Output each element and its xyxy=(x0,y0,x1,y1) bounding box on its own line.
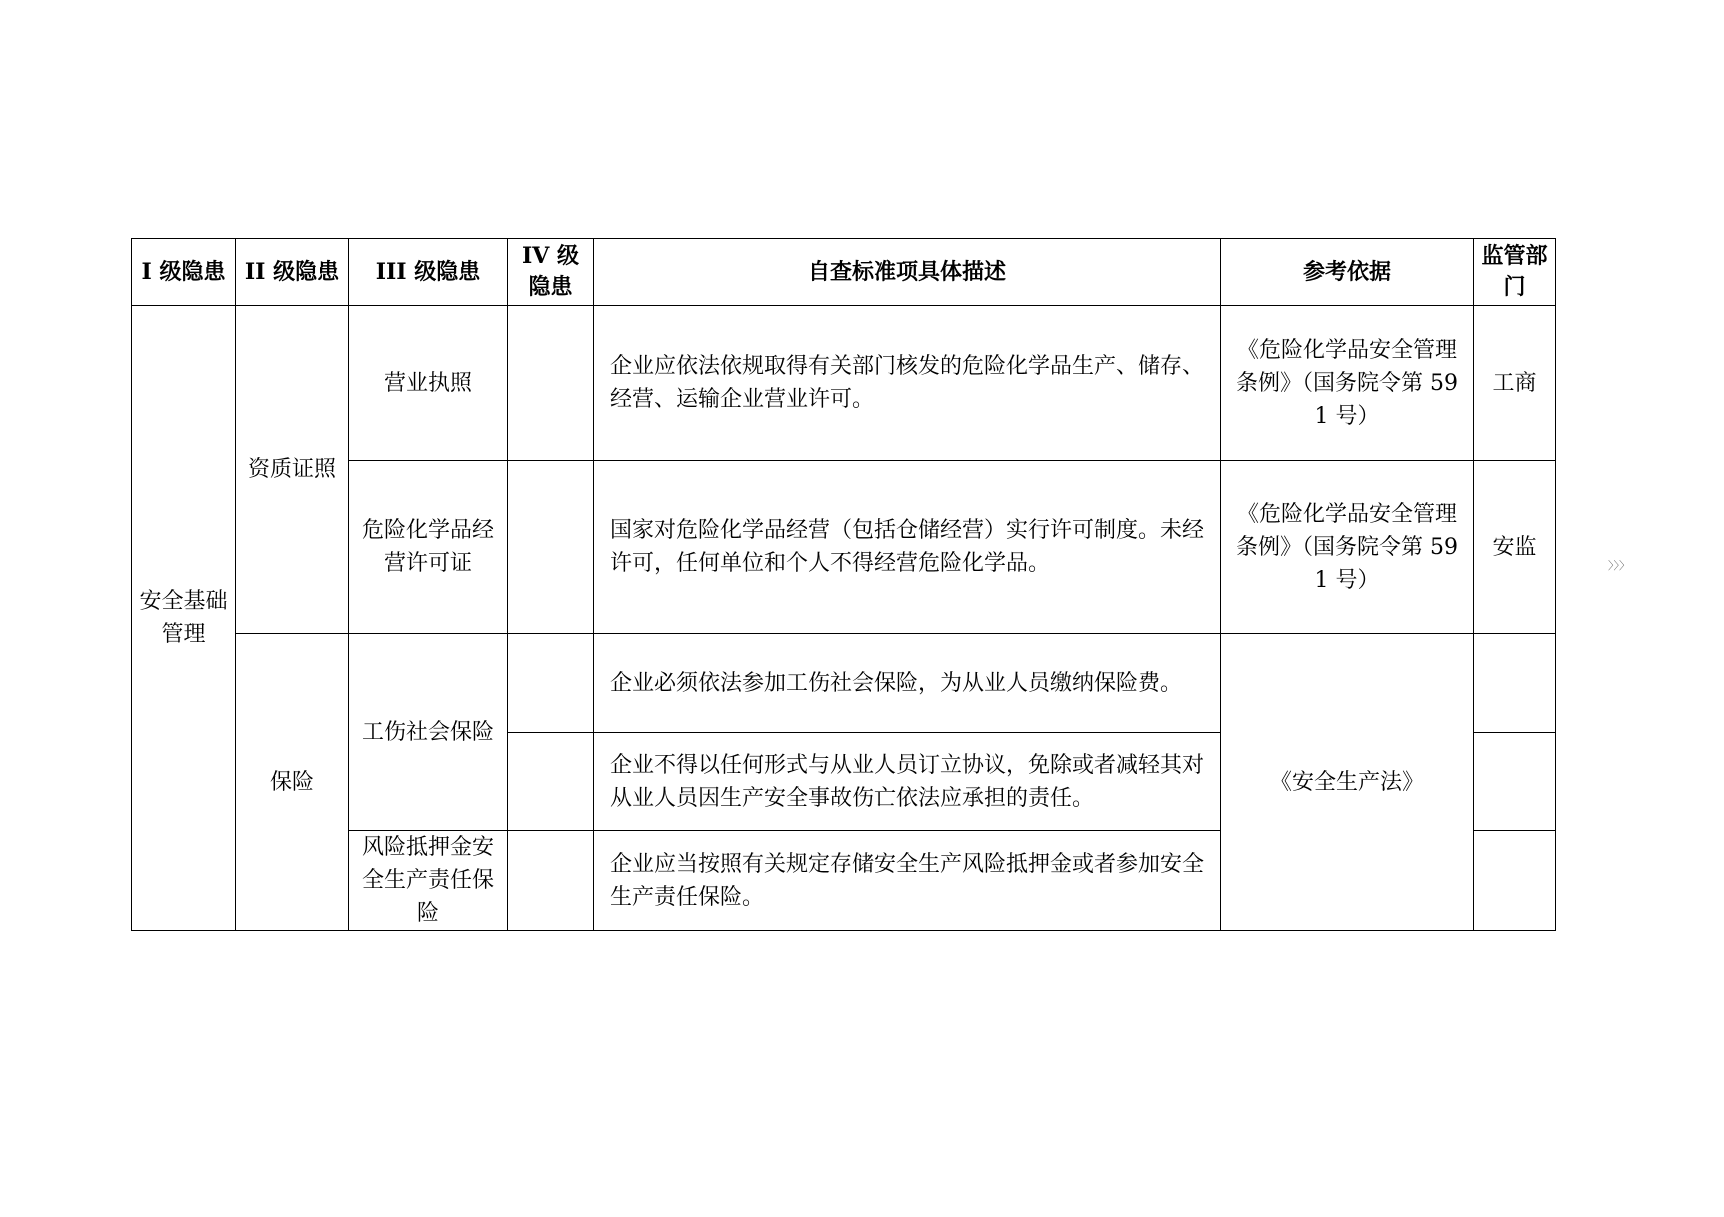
level3-cell: 工伤社会保险 xyxy=(349,634,508,831)
header-level3: III 级隐患 xyxy=(349,239,508,306)
header-department: 监管部门 xyxy=(1474,239,1556,306)
header-basis: 参考依据 xyxy=(1221,239,1474,306)
department-cell: 工商 xyxy=(1474,306,1556,461)
level3-cell: 风险抵押金安全生产责任保险 xyxy=(349,831,508,931)
table-row xyxy=(132,306,1556,461)
header-description: 自查标准项具体描述 xyxy=(594,239,1221,306)
department-cell: 安监 xyxy=(1474,461,1556,634)
level1-cell: 安全基础管理 xyxy=(132,306,236,931)
basis-cell: 《危险化学品安全管理条例》（国务院令第 591 号） xyxy=(1221,461,1474,634)
level4-cell xyxy=(508,461,594,634)
table-row xyxy=(132,634,1556,733)
department-cell xyxy=(1474,634,1556,733)
level4-cell xyxy=(508,634,594,733)
header-level4: IV 级隐患 xyxy=(508,239,594,306)
level4-cell xyxy=(508,733,594,831)
description-cell: 企业必须依法参加工伤社会保险，为从业人员缴纳保险费。 xyxy=(594,634,1221,733)
margin-mark: 〉〉〉 xyxy=(1608,559,1630,572)
description-cell: 企业应当按照有关规定存储安全生产风险抵押金或者参加安全生产责任保险。 xyxy=(594,831,1221,931)
header-row xyxy=(132,239,1556,306)
level3-cell: 危险化学品经营许可证 xyxy=(349,461,508,634)
level3-cell: 营业执照 xyxy=(349,306,508,461)
description-cell: 企业应依法依规取得有关部门核发的危险化学品生产、储存、经营、运输企业营业许可。 xyxy=(594,306,1221,461)
header-level2: II 级隐患 xyxy=(236,239,349,306)
header-level1: I 级隐患 xyxy=(132,239,236,306)
level2-cell: 保险 xyxy=(236,634,349,931)
description-cell: 国家对危险化学品经营（包括仓储经营）实行许可制度。未经许可，任何单位和个人不得经营危险化学品。 xyxy=(594,461,1221,634)
basis-cell: 《危险化学品安全管理条例》（国务院令第 591 号） xyxy=(1221,306,1474,461)
description-cell: 企业不得以任何形式与从业人员订立协议，免除或者减轻其对从业人员因生产安全事故伤亡依法应承担的责任。 xyxy=(594,733,1221,831)
level2-cell: 资质证照 xyxy=(236,306,349,634)
level4-cell xyxy=(508,306,594,461)
department-cell xyxy=(1474,831,1556,931)
basis-cell: 《安全生产法》 xyxy=(1221,634,1474,931)
department-cell xyxy=(1474,733,1556,831)
level4-cell xyxy=(508,831,594,931)
hazard-checklist-table xyxy=(131,238,1556,931)
